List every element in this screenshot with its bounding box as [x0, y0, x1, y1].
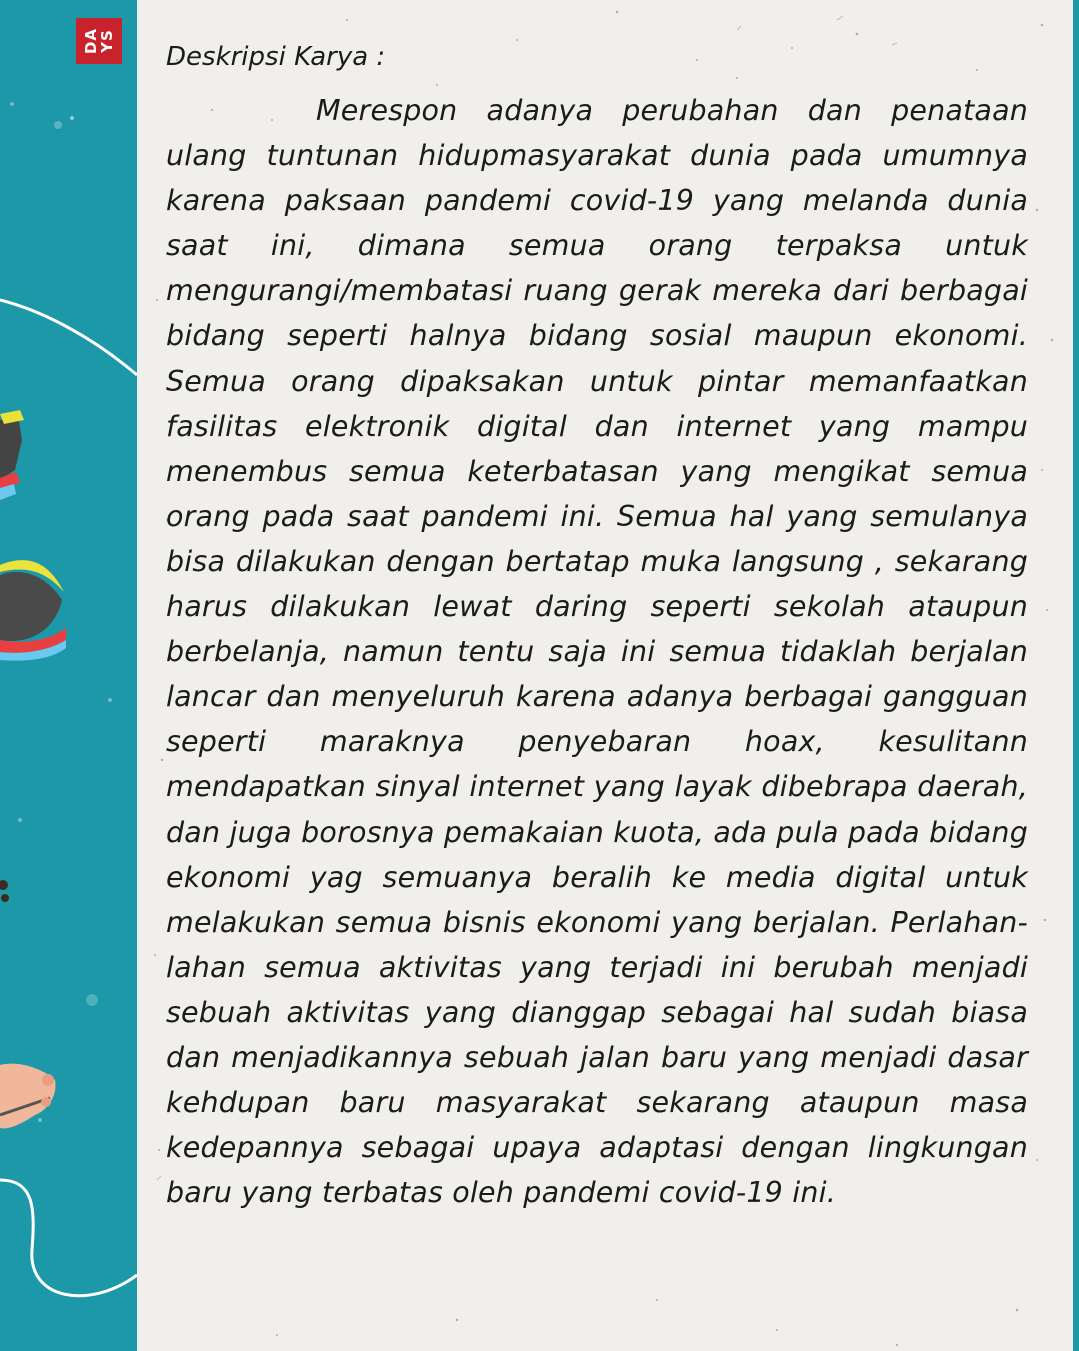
decorative-side-panel	[0, 0, 137, 1351]
description-paragraph: Merespon adanya perubahan dan penataan ulang tuntunan hidupmasyarakat dunia pada umumnya karena paksaan pandemi covid-19 yang melanda dunia saat ini, dimana semua orang terpaksa untuk mengurangi/membatasi ruang gerak mereka dari berbagai bidang seperti halnya bidang sosial maupun ekonomi. Semua orang dipaksakan untuk pintar memanfaatkan fasilitas elektronik digital dan internet yang mampu menembus semua keterbatasan yang mengikat semua orang pada saat pandemi ini. Semua hal yang semulanya bisa dilakukan dengan bertatap muka langsung , sekarang harus dilakukan lewat daring seperti sekolah ataupun berbelanja, namun tentu saja ini semua tidaklah berjalan lancar dan menyeluruh karena adanya berbagai gangguan seperti maraknya penyebaran hoax, kesulitann mendapatkan sinyal internet yang layak dibebrapa daerah, dan juga borosnya pemakaian kuota, ada pula pada bidang ekonomi yag semuanya beralih ke media digital untuk melakukan semua bisnis ekonomi yang berjalan. Perlahan-lahan semua aktivitas yang terjadi ini berubah menjadi sebuah aktivitas yang dianggap sebagai hal sudah biasa dan menjadikannya sebuah jalan baru yang menjadi dasar kehdupan baru masyarakat sekarang ataupun masa kedepannya sebagai upaya adaptasi dengan lingkungan baru yang terbatas oleh pandemi covid-19 ini.	[166, 94, 1028, 1210]
brand-logo	[76, 18, 122, 64]
section-heading: Deskripsi Karya :	[166, 42, 386, 72]
side-illustration	[0, 0, 137, 1351]
right-border	[1073, 0, 1079, 1351]
logo-text: DA YS	[82, 27, 116, 55]
